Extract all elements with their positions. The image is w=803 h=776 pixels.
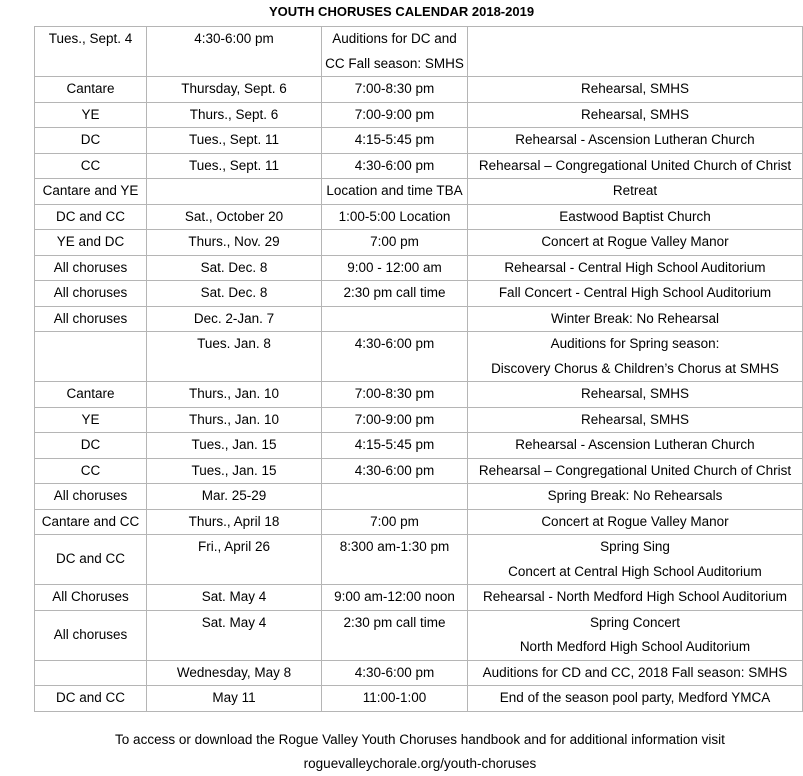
cell-event xyxy=(468,382,803,408)
cell-time xyxy=(322,484,468,510)
cell-group: Cantare and YE xyxy=(35,179,147,205)
footer-line-1: To access or download the Rogue Valley Youth Choruses handbook and for additional information visit xyxy=(115,732,725,747)
cell-event-line: Rehearsal - Ascension Lutheran Church xyxy=(515,437,755,452)
cell-time-line: Auditions for DC and xyxy=(332,31,457,46)
cell-group: CC xyxy=(35,153,147,179)
cell-time xyxy=(322,306,468,332)
cell-date: Sat. Dec. 8 xyxy=(147,255,322,281)
cell-date: 4:30-6:00 pm xyxy=(147,27,322,77)
cell-time-line: 7:00-9:00 pm xyxy=(354,106,435,122)
cell-time-line: 4:30-6:00 pm xyxy=(354,336,435,351)
table-row xyxy=(35,230,803,256)
table-row xyxy=(35,77,803,103)
footer-link[interactable]: roguevalleychorale.org/youth-choruses xyxy=(303,756,537,771)
cell-event-line: Rehearsal - Ascension Lutheran Church xyxy=(515,132,755,147)
cell-event xyxy=(468,686,803,712)
cell-event xyxy=(468,153,803,179)
cell-event-line: Auditions for CD and CC, 2018 Fall season: SMHS xyxy=(482,664,788,680)
cell-date: Wednesday, May 8 xyxy=(147,660,322,686)
cell-event xyxy=(468,458,803,484)
cell-event xyxy=(468,255,803,281)
cell-event-line: Rehearsal, SMHS xyxy=(580,386,690,401)
table-row xyxy=(35,509,803,535)
cell-event xyxy=(468,585,803,611)
cell-event-line: Concert at Central High School Auditorium xyxy=(508,563,762,579)
cell-date: Sat., October 20 xyxy=(147,204,322,230)
table-row xyxy=(35,484,803,510)
cell-time xyxy=(322,128,468,154)
cell-event-line: End of the season pool party, Medford YMCA xyxy=(499,690,771,705)
table-row xyxy=(35,585,803,611)
cell-time xyxy=(322,433,468,459)
cell-group: All choruses xyxy=(35,610,147,660)
cell-date: Mar. 25-29 xyxy=(147,484,322,510)
cell-group: All choruses xyxy=(35,255,147,281)
cell-event xyxy=(468,407,803,433)
cell-event xyxy=(468,281,803,307)
cell-event-line: Rehearsal - Central High School Auditorium xyxy=(504,259,766,275)
cell-time xyxy=(322,686,468,712)
cell-date: Thurs., Nov. 29 xyxy=(147,230,322,256)
cell-event xyxy=(468,535,803,585)
cell-event-line: Spring Break: No Rehearsals xyxy=(547,488,723,503)
cell-event xyxy=(468,484,803,510)
table-row xyxy=(35,204,803,230)
table-row xyxy=(35,255,803,281)
cell-event-line: Concert at Rogue Valley Manor xyxy=(541,513,729,529)
table-row xyxy=(35,27,803,77)
cell-event xyxy=(468,660,803,686)
table-row xyxy=(35,382,803,408)
cell-group: All choruses xyxy=(35,484,147,510)
cell-time-line: 9:00 am-12:00 noon xyxy=(334,589,455,604)
cell-time-line: 7:00-9:00 pm xyxy=(354,411,435,427)
cell-group: All choruses xyxy=(35,306,147,332)
cell-date: Thurs., Sept. 6 xyxy=(147,102,322,128)
cell-event-line: Auditions for Spring season: xyxy=(550,336,720,351)
cell-time xyxy=(322,153,468,179)
cell-date: Dec. 2-Jan. 7 xyxy=(147,306,322,332)
cell-date: Tues., Jan. 15 xyxy=(147,433,322,459)
cell-time xyxy=(322,77,468,103)
table-row xyxy=(35,535,803,585)
cell-time-line: 7:00-8:30 pm xyxy=(354,386,435,401)
cell-group: Cantare xyxy=(35,77,147,103)
cell-date: Sat. May 4 xyxy=(147,610,322,660)
cell-date: Sat. Dec. 8 xyxy=(147,281,322,307)
cell-event-line: Retreat xyxy=(612,183,658,198)
footer xyxy=(0,728,803,776)
cell-event-line: North Medford High School Auditorium xyxy=(519,639,751,654)
cell-time xyxy=(322,458,468,484)
table-row xyxy=(35,332,803,382)
cell-event-line: Rehearsal, SMHS xyxy=(580,106,690,122)
cell-time xyxy=(322,255,468,281)
cell-event-line: Spring Concert xyxy=(589,614,681,630)
cell-time-line: 4:15-5:45 pm xyxy=(354,132,435,147)
cell-group: Cantare xyxy=(35,382,147,408)
table-row xyxy=(35,407,803,433)
table-row xyxy=(35,153,803,179)
cell-event-line: Rehearsal – Congregational United Church of Christ xyxy=(478,462,792,478)
cell-event-line: Concert at Rogue Valley Manor xyxy=(541,234,729,249)
cell-time xyxy=(322,179,468,205)
cell-group: DC and CC xyxy=(35,204,147,230)
cell-date: Thurs., April 18 xyxy=(147,509,322,535)
cell-time-line: 9:00 - 12:00 am xyxy=(347,259,442,275)
calendar-table xyxy=(34,26,803,712)
cell-time-line: 4:30-6:00 pm xyxy=(354,157,435,173)
cell-time-line: 7:00 pm xyxy=(370,513,419,529)
cell-time xyxy=(322,535,468,585)
cell-time-line: 1:00-5:00 Location xyxy=(338,208,451,224)
cell-event xyxy=(468,77,803,103)
cell-group xyxy=(35,332,147,382)
cell-time xyxy=(322,660,468,686)
cell-event-line: Fall Concert - Central High School Auditorium xyxy=(498,285,772,300)
cell-group: CC xyxy=(35,458,147,484)
cell-group: DC and CC xyxy=(35,686,147,712)
cell-date: Thurs., Jan. 10 xyxy=(147,407,322,433)
cell-group: DC and CC xyxy=(35,535,147,585)
cell-event xyxy=(468,332,803,382)
cell-event-line: Winter Break: No Rehearsal xyxy=(550,310,720,326)
table-row xyxy=(35,458,803,484)
cell-date: Tues., Sept. 11 xyxy=(147,153,322,179)
cell-event xyxy=(468,306,803,332)
cell-event xyxy=(468,230,803,256)
cell-event xyxy=(468,433,803,459)
cell-time-line: 4:30-6:00 pm xyxy=(354,462,435,478)
cell-group: Tues., Sept. 4 xyxy=(35,27,147,77)
cell-group xyxy=(35,660,147,686)
table-row xyxy=(35,306,803,332)
cell-group: DC xyxy=(35,128,147,154)
table-row xyxy=(35,686,803,712)
cell-date: Tues. Jan. 8 xyxy=(147,332,322,382)
cell-group: YE xyxy=(35,102,147,128)
cell-time xyxy=(322,585,468,611)
cell-time xyxy=(322,610,468,660)
cell-event-line: Discovery Chorus & Children’s Chorus at SMHS xyxy=(491,360,779,376)
cell-group: All Choruses xyxy=(35,585,147,611)
cell-date: Tues., Jan. 15 xyxy=(147,458,322,484)
cell-time-line: 2:30 pm call time xyxy=(343,614,446,630)
cell-time xyxy=(322,230,468,256)
cell-time-line: Location and time TBA xyxy=(326,183,463,198)
cell-event-line: Rehearsal – Congregational United Church of Christ xyxy=(478,157,792,173)
cell-time-line: 8:300 am-1:30 pm xyxy=(339,539,450,554)
cell-date: Sat. May 4 xyxy=(147,585,322,611)
page-title: YOUTH CHORUSES CALENDAR 2018-2019 xyxy=(268,4,535,19)
cell-time xyxy=(322,102,468,128)
cell-time-line: 4:30-6:00 pm xyxy=(354,664,435,680)
cell-event-line: Rehearsal, SMHS xyxy=(580,81,690,96)
cell-time-line: 11:00-1:00 xyxy=(362,690,427,705)
table-row xyxy=(35,433,803,459)
cell-event xyxy=(468,102,803,128)
cell-time xyxy=(322,509,468,535)
cell-event-line: Rehearsal - North Medford High School Auditorium xyxy=(483,589,787,604)
table-row xyxy=(35,281,803,307)
cell-event-line: Eastwood Baptist Church xyxy=(559,208,711,224)
cell-time xyxy=(322,204,468,230)
cell-event xyxy=(468,27,803,77)
cell-event xyxy=(468,128,803,154)
cell-date xyxy=(147,179,322,205)
cell-time xyxy=(322,382,468,408)
calendar-body xyxy=(35,27,803,712)
cell-date: Tues., Sept. 11 xyxy=(147,128,322,154)
cell-event xyxy=(468,204,803,230)
cell-time-line: 2:30 pm call time xyxy=(343,285,446,300)
cell-group: Cantare and CC xyxy=(35,509,147,535)
table-row xyxy=(35,179,803,205)
cell-group: YE and DC xyxy=(35,230,147,256)
table-row xyxy=(35,660,803,686)
cell-time xyxy=(322,407,468,433)
cell-event xyxy=(468,509,803,535)
table-row xyxy=(35,128,803,154)
cell-date: Fri., April 26 xyxy=(147,535,322,585)
cell-event xyxy=(468,610,803,660)
cell-date: Thursday, Sept. 6 xyxy=(147,77,322,103)
cell-time xyxy=(322,281,468,307)
cell-group: DC xyxy=(35,433,147,459)
cell-event-line: Spring Sing xyxy=(600,539,670,554)
cell-time-line: CC Fall season: SMHS xyxy=(325,55,464,71)
cell-date: May 11 xyxy=(147,686,322,712)
cell-group: YE xyxy=(35,407,147,433)
cell-time xyxy=(322,332,468,382)
cell-time xyxy=(322,27,468,77)
table-row xyxy=(35,610,803,660)
table-row xyxy=(35,102,803,128)
cell-event xyxy=(468,179,803,205)
cell-date: Thurs., Jan. 10 xyxy=(147,382,322,408)
cell-group: All choruses xyxy=(35,281,147,307)
cell-time-line: 7:00 pm xyxy=(370,234,419,249)
cell-event-line: Rehearsal, SMHS xyxy=(580,411,690,427)
cell-time-line: 4:15-5:45 pm xyxy=(354,437,435,452)
cell-time-line: 7:00-8:30 pm xyxy=(354,81,435,96)
